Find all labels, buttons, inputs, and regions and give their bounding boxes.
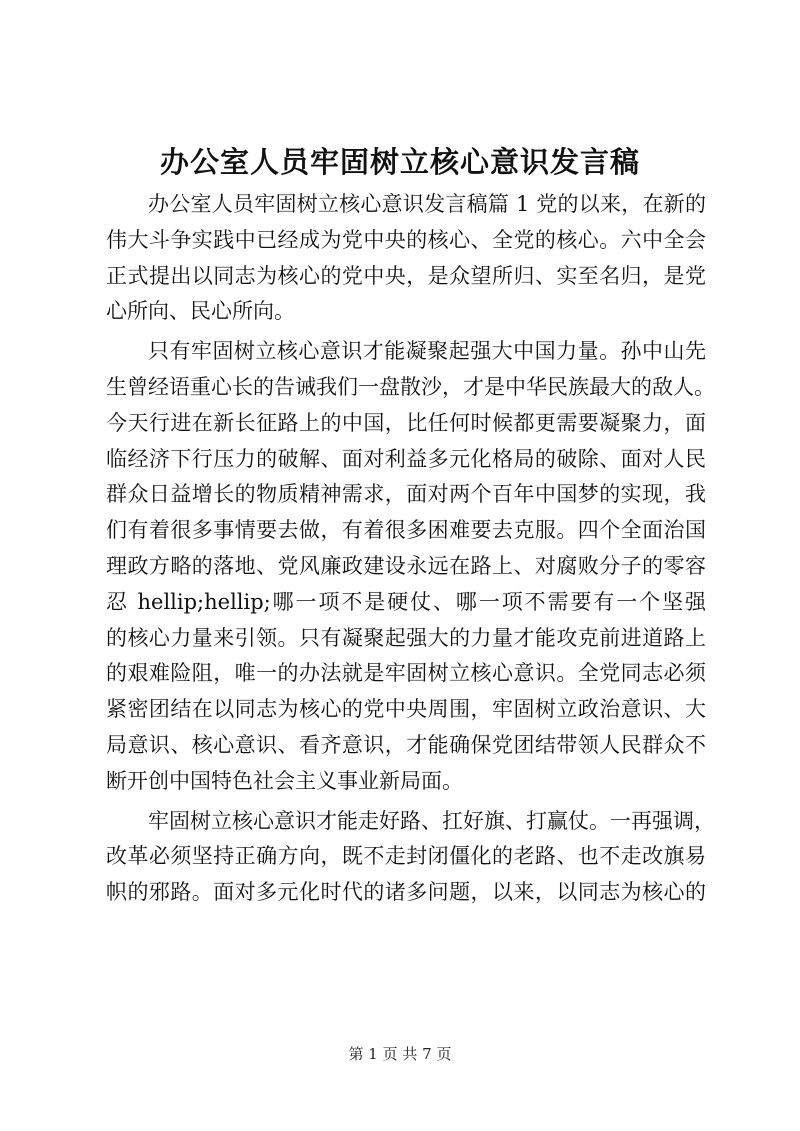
- paragraph-line: 伟大斗争实践中已经成为党中央的核心、全党的核心。六中全会: [106, 227, 706, 252]
- paragraph: [106, 334, 715, 799]
- paragraph-line: 心所向、民心所向。: [106, 299, 295, 324]
- paragraph-line: 们有着很多事情要去做，有着很多困难要去克服。四个全面治国: [106, 518, 706, 543]
- paragraph: [106, 187, 706, 330]
- paragraph-line: 局意识、核心意识、看齐意识，才能确保党团结带领人民群众不: [106, 732, 706, 757]
- paragraph-line: 群众日益增长的物质精神需求，面对两个百年中国梦的实现，我: [106, 482, 706, 507]
- paragraph-line: 临经济下行压力的破解、面对利益多元化格局的破除、面对人民: [106, 446, 706, 471]
- paragraph-line: 只有牢固树立核心意识才能凝聚起强大中国力量。孙中山先: [148, 339, 706, 364]
- paragraph-line: 改革必须坚持正确方向，既不走封闭僵化的老路、也不走改旗易: [106, 844, 706, 869]
- paragraph-line: 断开创中国特色社会主义事业新局面。: [106, 768, 463, 793]
- paragraph-line: 办公室人员牢固树立核心意识发言稿篇 1 党的以来，在新的: [148, 192, 706, 216]
- document-title: 办公室人员牢固树立核心意识发言稿: [159, 145, 640, 179]
- paragraph: [106, 804, 715, 911]
- paragraph-line: 牢固树立核心意识才能走好路、扛好旗、打赢仗。一再强调，: [148, 808, 715, 833]
- paragraph-line: 的艰难险阻，唯一的办法就是牢固树立核心意识。全党同志必须: [106, 661, 706, 686]
- paragraph-line: 理政方略的落地、党风廉政建设永远在路上、对腐败分子的零容: [106, 553, 706, 578]
- paragraph-line: 的核心力量来引领。只有凝聚起强大的力量才能攻克前进道路上: [106, 625, 706, 650]
- paragraph-line: 忍 hellip;hellip;哪一项不是硬仗、哪一项不需要有一个坚强: [106, 589, 706, 614]
- page-number-footer: 第 1 页 共 7 页: [348, 1045, 452, 1063]
- paragraph-line: 生曾经语重心长的告诫我们一盘散沙，才是中华民族最大的敌人。: [106, 374, 715, 399]
- paragraph-line: 今天行进在新长征路上的中国，比任何时候都更需要凝聚力，面: [106, 410, 706, 435]
- paragraph-line: 帜的邪路。面对多元化时代的诸多问题，以来，以同志为核心的: [106, 880, 706, 905]
- paragraph-line: 正式提出以同志为核心的党中央，是众望所归、实至名归，是党: [106, 263, 706, 288]
- paragraph-line: 紧密团结在以同志为核心的党中央周围，牢固树立政治意识、大: [106, 697, 706, 722]
- document-body: [106, 187, 715, 911]
